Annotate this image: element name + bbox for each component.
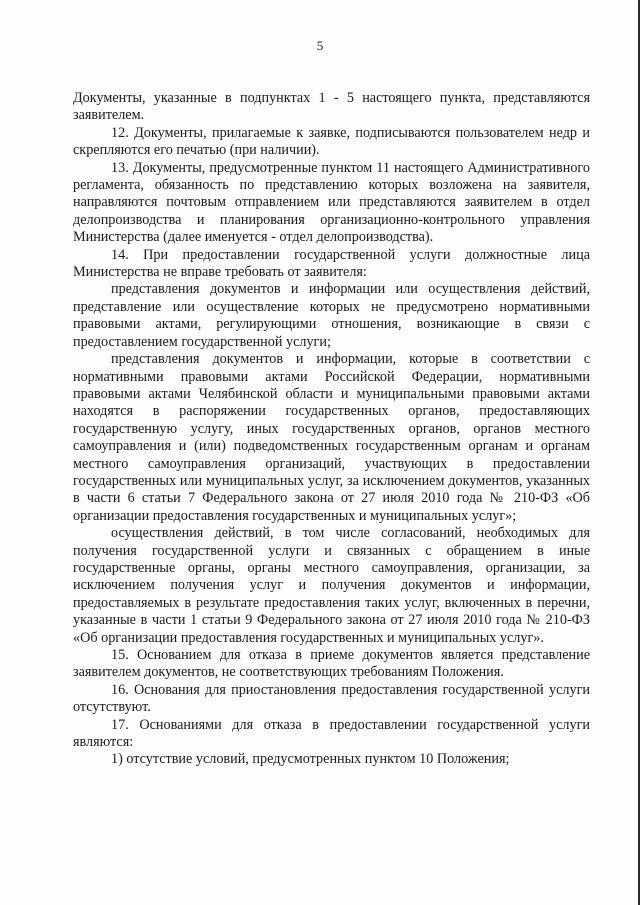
paragraph-documents-note: Документы, указанные в подпунктах 1 - 5 настоящего пункта, представляются заявителем.	[73, 90, 590, 124]
paragraph-14-item-2: представления документов и информации, которые в соответствии с нормативными правовыми актами Российской Федерации, нормативными правовыми актами Челябинской области и муниципальными правовыми актами находятся в распоряжении государственных органов, предоставляющих государственную услугу, иных государственных органов, органов местного самоуправления и (или) подведомственных государственным органам и органам местного самоуправления организаций, участвующих в предоставлении государственных или муниципальных услуг, за исключением документов, указанных в части 6 статьи 7 Федерального закона от 27 июля 2010 года № 210-ФЗ «Об организации предоставления государственных и муниципальных услуг»;	[73, 351, 590, 524]
paragraph-14: 14. При предоставлении государственной услуги должностные лица Министерства не вправе требовать от заявителя:	[73, 246, 590, 281]
document-body	[73, 90, 590, 769]
paragraph-12: 12. Документы, прилагаемые к заявке, подписываются пользователем недр и скрепляются его печатью (при наличии).	[73, 124, 590, 159]
paragraph-17: 17. Основаниями для отказа в предоставлении государственной услуги являются:	[73, 716, 590, 751]
paragraph-14-item-3: осуществления действий, в том числе согласований, необходимых для получения государственной услуги и связанных с обращением в иные государственные органы, органы местного самоуправления, организации, за исключением получения услуг и получения документов и информации, предоставляемых в результате предоставления таких услуг, включенных в перечни, указанные в части 1 статьи 9 Федерального закона от 27 июля 2010 года № 210-ФЗ «Об организации предоставления государственных и муниципальных услуг».	[73, 525, 590, 646]
paragraph-15: 15. Основанием для отказа в приеме документов является представление заявителем документов, не соответствующих требованиям Положения.	[73, 647, 590, 681]
paragraph-17-item-1: 1) отсутствие условий, предусмотренных пунктом 10 Положения;	[111, 751, 510, 768]
paragraph-16: 16. Основания для приостановления предоставления государственной услуги отсутствуют.	[73, 681, 590, 716]
paragraph-14-item-1: представления документов и информации или осуществления действий, представление или осуществление которых не предусмотрено нормативными правовыми актами, регулирующими отношения, возникающие в связи с предоставлением государственной услуги;	[73, 281, 590, 350]
page-number: 5	[316, 38, 324, 53]
paragraph-13: 13. Документы, предусмотренные пунктом 11 настоящего Административного регламента, обязанность по представлению которых возложена на заявителя, направляются почтовым отправлением или представляются заявителем в отдел делопроизводства и планирования организационно-контрольного управления Министерства (далее именуется - отдел делопроизводства).	[73, 159, 590, 246]
